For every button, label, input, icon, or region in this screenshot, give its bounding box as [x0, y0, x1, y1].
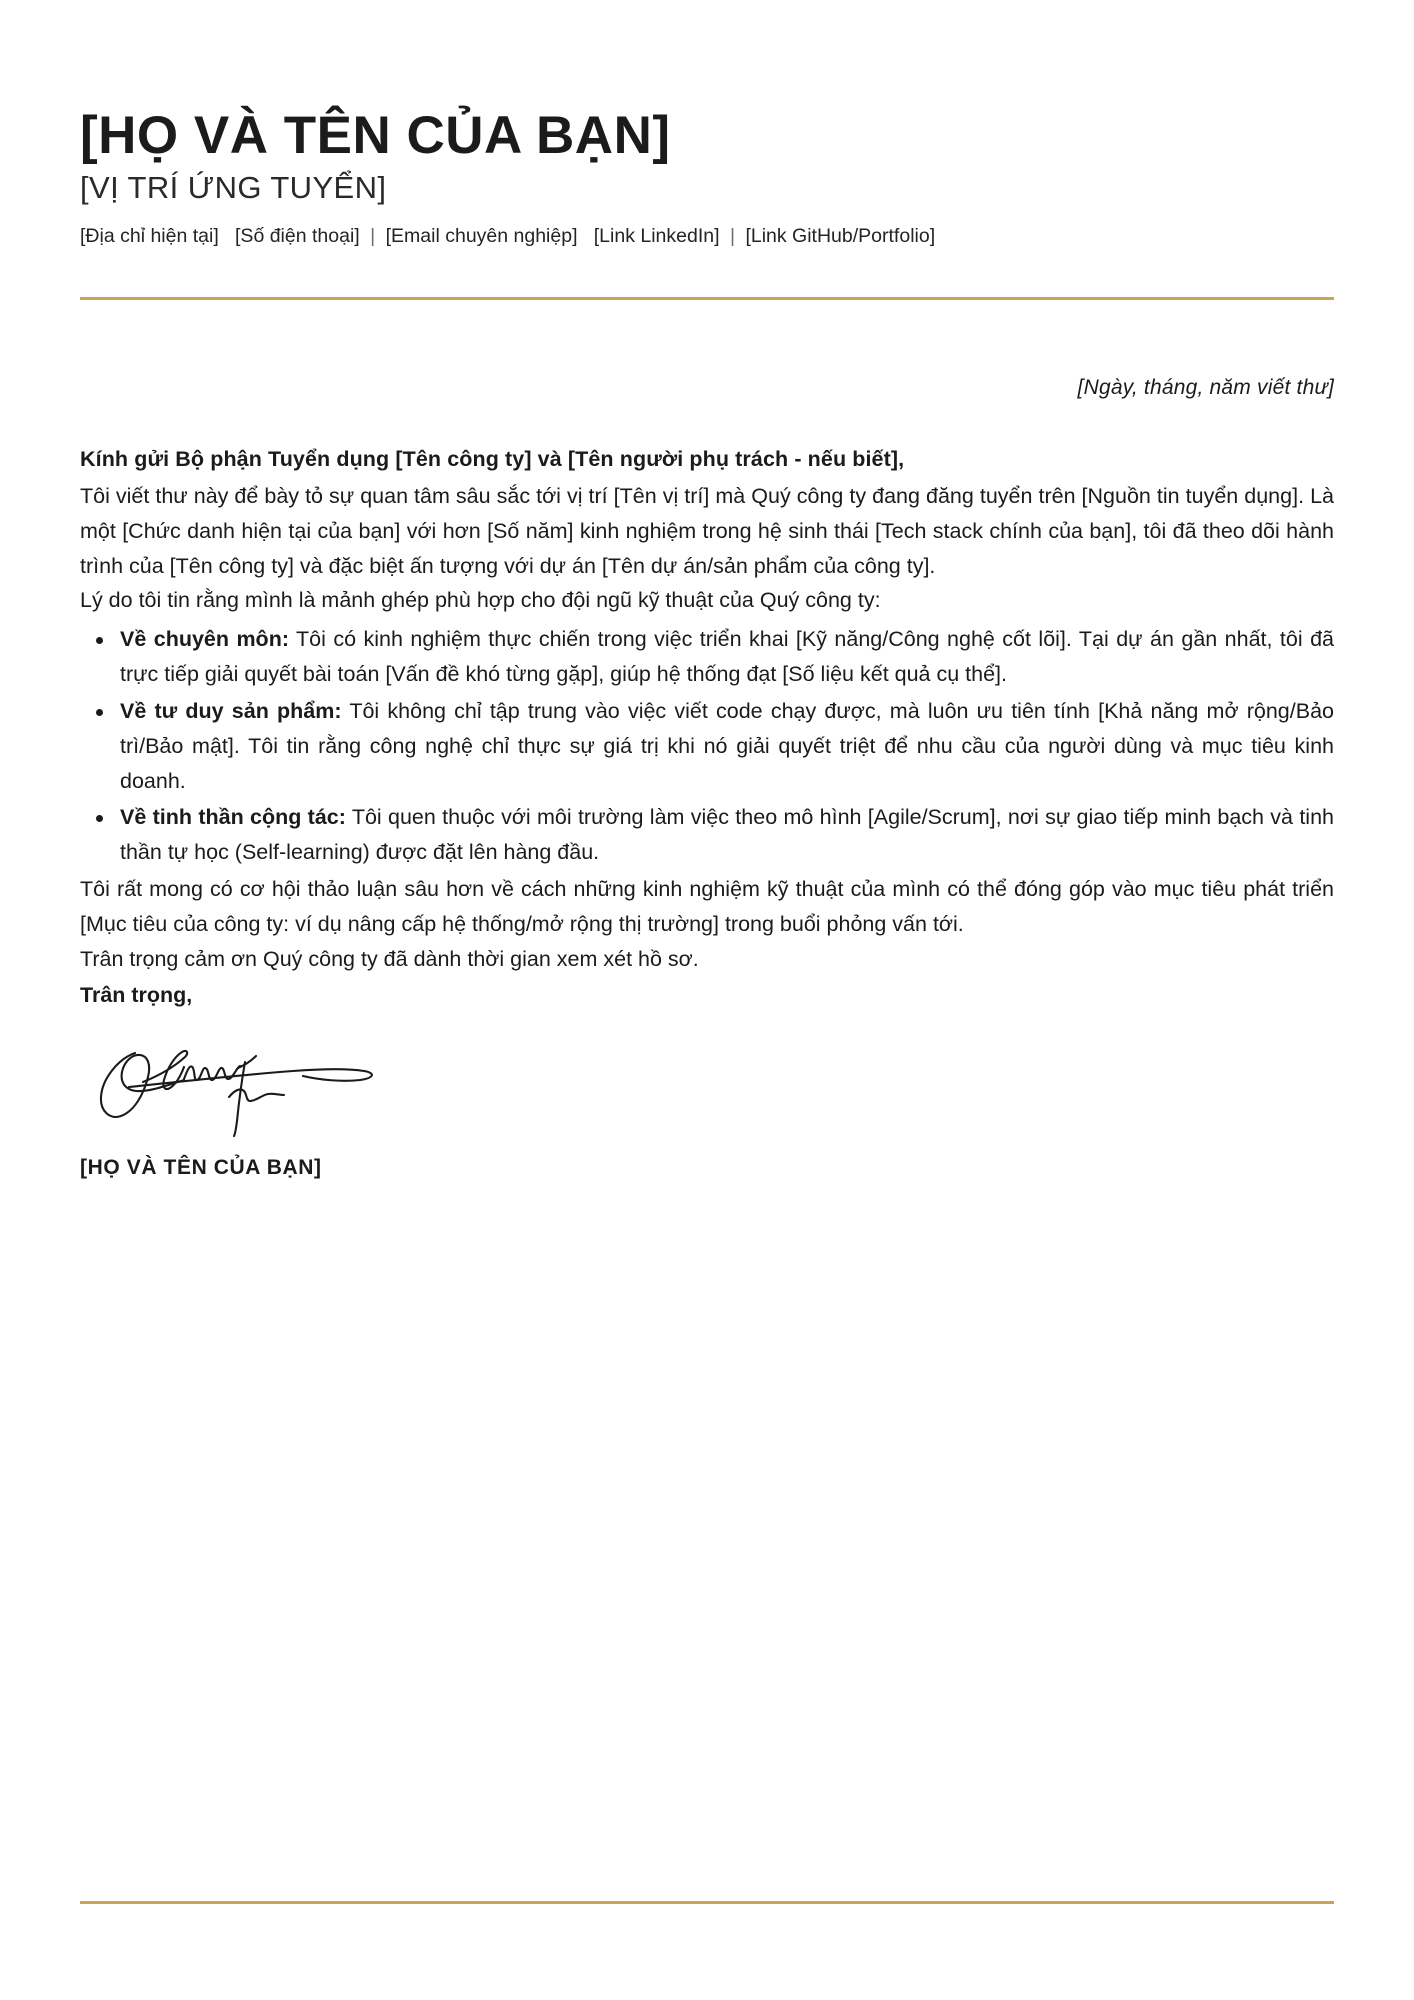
letter-header [80, 0, 1334, 249]
strengths-list [80, 622, 1334, 870]
thanks-line: Trân trọng cảm ơn Quý công ty đã dành thời gian xem xét hồ sơ. [80, 946, 699, 971]
contact-phone: [Số điện thoại] [235, 224, 360, 247]
letter-date: [Ngày, tháng, năm viết thư] [1077, 376, 1334, 400]
contact-line [80, 223, 1334, 249]
contact-portfolio[interactable]: [Link GitHub/Portfolio] [745, 224, 936, 247]
contact-email: [Email chuyên nghiệp] [385, 224, 578, 247]
intro-paragraph: Tôi viết thư này để bày tỏ sự quan tâm sâu sắc tới vị trí [Tên vị trí] mà Quý công ty đang đăng tuyển trên [Nguồn tin tuyển dụng]. Là một [Chức danh hiện tại của bạn] với hơn [Số năm] kinh nghiệm trong hệ sinh thái [Tech stack chính của bạn], tôi đã theo dõi hành trình của [Tên công ty] và đặc biệt ấn tượng với dự án [Tên dự án/sản phẩm của công ty]. [80, 483, 1334, 578]
applicant-name: [HỌ VÀ TÊN CỦA BẠN] [80, 106, 671, 165]
contact-separator-1: | [370, 224, 376, 247]
signature-name: [HỌ VÀ TÊN CỦA BẠN] [80, 1156, 322, 1180]
contact-address: [Địa chỉ hiện tại] [80, 224, 219, 247]
list-intro-paragraph: Lý do tôi tin rằng mình là mảnh ghép phù hợp cho đội ngũ kỹ thuật của Quý công ty: [80, 588, 881, 613]
list-item [80, 622, 1334, 692]
bullet-text: Tôi quen thuộc với môi trường làm việc theo mô hình [Agile/Scrum], nơi sự giao tiếp minh bạch và tinh thần tự học (Self-learning) được đặt lên hàng đầu. [120, 805, 1334, 865]
bullet-text: Tôi không chỉ tập trung vào việc viết code chạy được, mà luôn ưu tiên tính [Khả năng mở rộng/Bảo trì/Bảo mật]. Tôi tin rằng công nghệ chỉ thực sự giá trị khi nó giải quyết triệt để nhu cầu của người dùng và mục tiêu kinh doanh. [120, 698, 1334, 793]
footer-divider [80, 1901, 1334, 1904]
salutation: Kính gửi Bộ phận Tuyển dụng [Tên công ty] và [Tên người phụ trách - nếu biết], [80, 447, 905, 472]
sign-off: Trân trọng, [80, 983, 193, 1008]
bullet-text: Tôi có kinh nghiệm thực chiến trong việc triển khai [Kỹ năng/Công nghệ cốt lõi]. Tại dự án gần nhất, tôi đã trực tiếp giải quyết bài toán [Vấn đề khó từng gặp], giúp hệ thống đạt [Số liệu kết quả cụ thể]. [120, 627, 1334, 687]
handwritten-signature-icon [88, 1035, 408, 1145]
closing-paragraph: Tôi rất mong có cơ hội thảo luận sâu hơn về cách những kinh nghiệm kỹ thuật của mình có thể đóng góp vào mục tiêu phát triển [Mục tiêu của công ty: ví dụ nâng cấp hệ thống/mở rộng thị trường] trong buổi phỏng vấn tới. [80, 877, 1334, 936]
applicant-role: [VỊ TRÍ ỨNG TUYỂN] [80, 170, 387, 206]
bullet-lead: Về tinh thần cộng tác: [120, 805, 346, 830]
header-divider [80, 297, 1334, 300]
contact-linkedin[interactable]: [Link LinkedIn] [593, 224, 720, 247]
contact-separator-2: | [729, 224, 736, 247]
signature-block [80, 1035, 1334, 1185]
bullet-lead: Về chuyên môn: [120, 627, 289, 652]
letter-body [80, 442, 1334, 1185]
list-item [80, 694, 1334, 798]
bullet-lead: Về tư duy sản phẩm: [120, 698, 342, 723]
list-item [80, 800, 1334, 870]
